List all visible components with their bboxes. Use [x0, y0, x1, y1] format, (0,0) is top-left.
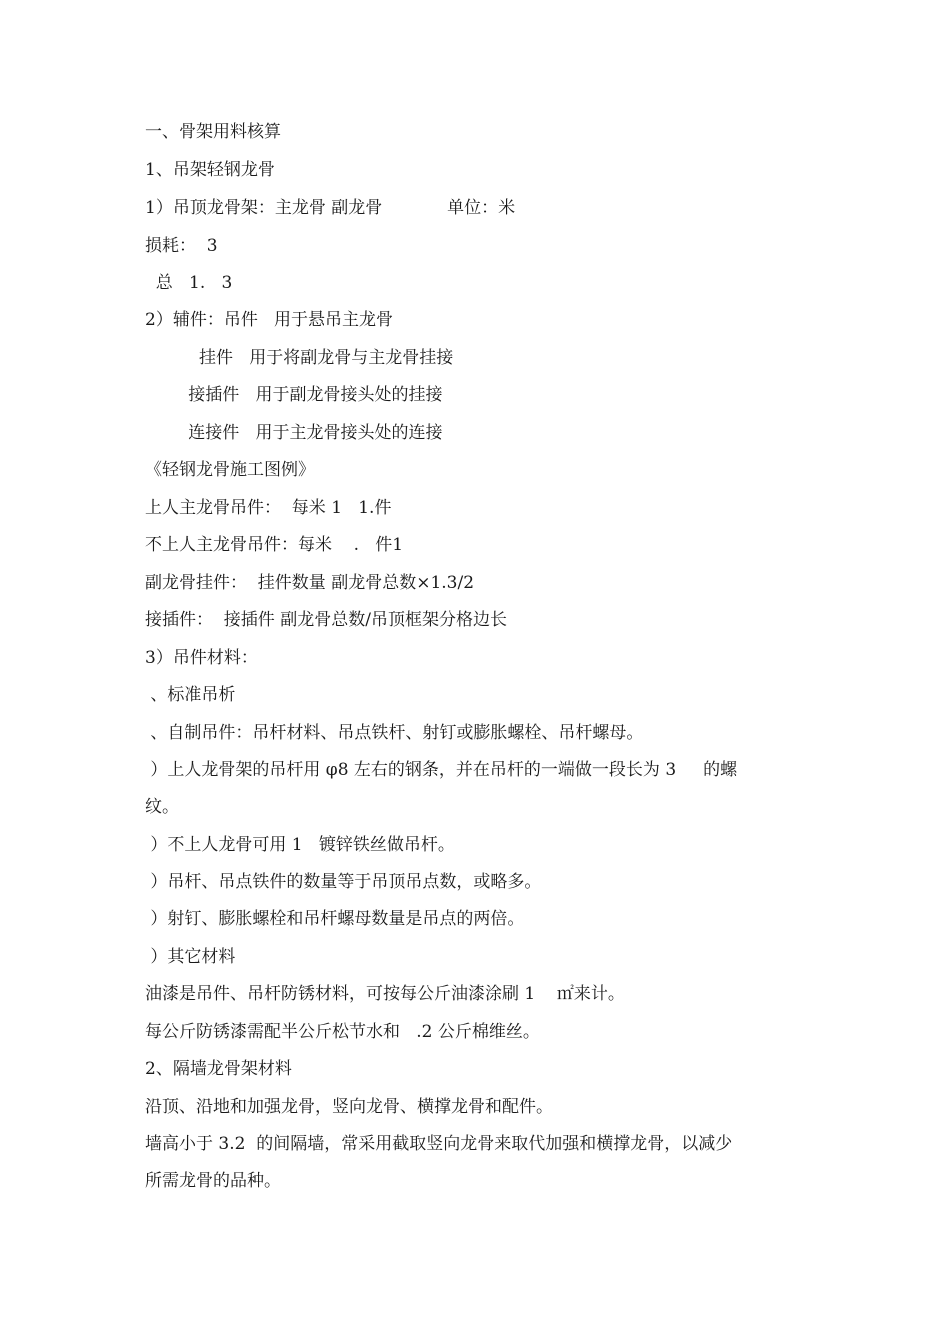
text-line: ）吊杆、吊点铁件的数量等于吊顶吊点数，或略多。 — [145, 872, 542, 892]
text-line: 损耗： 3 — [145, 236, 218, 256]
text-line: 沿顶、沿地和加强龙骨，竖向龙骨、横撑龙骨和配件。 — [145, 1097, 553, 1117]
text-line: 油漆是吊件、吊杆防锈材料，可按每公斤油漆涂刷 1 ㎡来计。 — [145, 984, 625, 1004]
text-line: 纹。 — [145, 797, 179, 817]
text-line: 墙高小于 3.2 的间隔墙，常采用截取竖向龙骨来取代加强和横撑龙骨，以减少 — [145, 1134, 733, 1154]
text-line: ）上人龙骨架的吊杆用 φ8 左右的钢条，并在吊杆的一端做一段长为 3 的螺 — [145, 760, 738, 780]
text-line: 总 1. 3 — [145, 273, 233, 293]
text-line: 2）辅件：吊件 用于悬吊主龙骨 — [145, 310, 394, 330]
text-line: ）射钉、膨胀螺栓和吊杆螺母数量是吊点的两倍。 — [145, 909, 525, 929]
text-line: 、自制吊件：吊杆材料、吊点铁杆、射钉或膨胀螺栓、吊杆螺母。 — [145, 723, 644, 743]
text-line: ）不上人龙骨可用 1 镀锌铁丝做吊杆。 — [145, 835, 455, 855]
text-line: 上人主龙骨吊件： 每米 1 1.件 — [145, 498, 392, 518]
subsection-heading: 1、吊架轻钢龙骨 — [145, 160, 275, 180]
text-line: 所需龙骨的品种。 — [145, 1171, 281, 1191]
text-line: ）其它材料 — [145, 947, 236, 967]
text-line: 每公斤防锈漆需配半公斤松节水和 .2 公斤棉维丝。 — [145, 1022, 540, 1042]
figure-title: 《轻钢龙骨施工图例》 — [145, 460, 315, 480]
text-line: 不上人主龙骨吊件：每米 . 件1 — [145, 535, 404, 555]
section-heading: 一、骨架用料核算 — [145, 122, 281, 142]
text-line: 接插件 用于副龙骨接头处的挂接 — [145, 385, 443, 405]
text-line: 挂件 用于将副龙骨与主龙骨挂接 — [145, 348, 454, 368]
text-line: 副龙骨挂件： 挂件数量 副龙骨总数×1.3/2 — [145, 573, 475, 593]
text-line: 3）吊件材料： — [145, 648, 258, 668]
text-line: 连接件 用于主龙骨接头处的连接 — [145, 423, 443, 443]
text-line: 1）吊顶龙骨架：主龙骨 副龙骨 单位：米 — [145, 198, 516, 218]
text-line: 接插件： 接插件 副龙骨总数/吊顶框架分格边长 — [145, 610, 507, 630]
subsection-heading: 2、隔墙龙骨架材料 — [145, 1059, 292, 1079]
text-line: 、标准吊析 — [145, 685, 236, 705]
